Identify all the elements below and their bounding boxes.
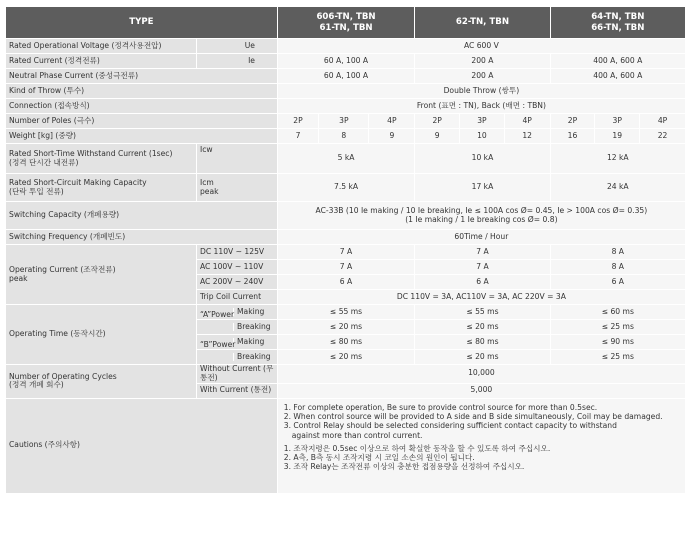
col3-header-line1: 64-TN, TBN (591, 12, 645, 23)
connection-label: Connection (접속방식) (6, 99, 278, 114)
op-current-v2: 7 A (415, 245, 550, 260)
poles-value: 4P (504, 114, 550, 129)
icm-v2: 17 kA (415, 174, 550, 202)
b-making-v3: ≤ 90 ms (550, 335, 685, 350)
neutral-v3: 400 A, 600 A (550, 69, 685, 84)
op-current-v1: 7 A (277, 260, 415, 275)
icm-v1: 7.5 kA (277, 174, 415, 202)
caution-ko-1: 1. 조작지령은 0.5sec 이상으로 하여 확실한 동작을 할 수 있도록 하여 주십시오. (283, 443, 551, 453)
current-symbol: Ie (248, 55, 255, 65)
col1-header-line2: 61-TN, TBN (319, 22, 373, 33)
header-row (6, 7, 686, 39)
icm-symbol-b: peak (199, 186, 219, 196)
current-label (6, 54, 255, 69)
icm-symbol (196, 174, 277, 202)
b-making-v2: ≤ 80 ms (415, 335, 550, 350)
row-op-time-a-making (6, 305, 686, 320)
op-current-v3: 8 A (550, 260, 685, 275)
a-making-v2: ≤ 55 ms (415, 305, 550, 320)
op-current-v2: 7 A (415, 260, 550, 275)
cautions-label: Cautions (주의사항) (6, 398, 278, 493)
b-breaking-v3: ≤ 25 ms (550, 350, 685, 365)
weight-value: 9 (415, 129, 460, 144)
col1-header (277, 7, 415, 39)
making-label: Making (233, 338, 277, 347)
voltage-label-text: Rated Operational Voltage (정격사용전압) (9, 40, 162, 50)
weight-value: 8 (319, 129, 369, 144)
voltage-value: AC 600 V (277, 39, 685, 54)
op-current-v3: 8 A (550, 245, 685, 260)
caution-en-1: 1. For complete operation, Be sure to provide control source for more than 0.5sec. (283, 402, 598, 412)
operating-current-label (6, 245, 197, 305)
col3-header (550, 7, 685, 39)
col2-header: 62-TN, TBN (415, 7, 550, 39)
poles-value: 2P (550, 114, 595, 129)
icw-v1: 5 kA (277, 144, 415, 174)
breaking-label: Breaking (233, 353, 277, 362)
weight-value: 19 (595, 129, 640, 144)
with-current-value: 5,000 (277, 383, 685, 398)
row-cautions (6, 398, 686, 493)
poles-value: 2P (415, 114, 460, 129)
poles-value: 2P (277, 114, 318, 129)
a-breaking-v3: ≤ 25 ms (550, 320, 685, 335)
cycles-label-en: Number of Operating Cycles (9, 371, 117, 381)
voltage-symbol: Ue (244, 40, 255, 50)
col3-header-line2: 66-TN, TBN (591, 22, 645, 33)
icw-label-en: Rated Short-Time Withstand Current (1sec) (9, 148, 173, 158)
cautions-text (277, 398, 685, 493)
a-breaking-v2: ≤ 20 ms (415, 320, 550, 335)
row-throw (6, 84, 686, 99)
icm-v3: 24 kA (550, 174, 685, 202)
current-v2: 200 A (415, 54, 550, 69)
row-weight (6, 129, 686, 144)
operating-current-label-en: Operating Current (조작전류) (9, 264, 116, 274)
neutral-v2: 200 A (415, 69, 550, 84)
a-power-label: “A”Power (199, 310, 235, 319)
neutral-label: Neutral Phase Current (중성극전류) (6, 69, 278, 84)
voltage-symbol-cell (196, 39, 277, 54)
a-breaking-v1: ≤ 20 ms (277, 320, 415, 335)
operating-current-label-peak: peak (9, 273, 28, 283)
with-current-label: With Current (통전) (196, 383, 277, 398)
throw-label: Kind of Throw (투수) (6, 84, 278, 99)
b-making-v1: ≤ 80 ms (277, 335, 415, 350)
cycles-label (6, 365, 197, 399)
weight-value: 16 (550, 129, 595, 144)
poles-label: Number of Poles (극수) (6, 114, 278, 129)
making-label: Making (233, 308, 277, 317)
poles-value: 3P (595, 114, 640, 129)
type-header: TYPE (6, 7, 278, 39)
poles-value: 4P (369, 114, 415, 129)
row-icm (6, 174, 686, 202)
caution-en-2: 2. When control source will be provided to A side and B side simultaneously, Coil may be damaged. (283, 412, 663, 422)
row-connection (6, 99, 686, 114)
poles-value: 3P (319, 114, 369, 129)
op-current-v3: 6 A (550, 275, 685, 290)
b-breaking-v2: ≤ 20 ms (415, 350, 550, 365)
caution-ko-3: 3. 조작 Relay는 조작전류 이상의 충분한 접점용량을 선정하여 주십시오. (283, 462, 525, 472)
row-switching-frequency (6, 230, 686, 245)
caution-ko-2: 2. A측, B측 동시 조작지령 시 코일 소손의 원인이 됩니다. (283, 453, 475, 463)
icm-label-en: Rated Short-Circuit Making Capacity (9, 177, 147, 187)
cycles-label-ko: (정격 개폐 회수) (9, 380, 64, 390)
weight-value: 22 (640, 129, 686, 144)
voltage-label (6, 39, 255, 54)
weight-value: 10 (460, 129, 505, 144)
trip-coil-label: Trip Coil Current (196, 290, 277, 305)
caution-en-3: 3. Control Relay should be selected considering sufficient contact capacity to withstand (283, 421, 617, 431)
icw-symbol: Icw (196, 144, 277, 174)
icm-label (6, 174, 197, 202)
operating-time-label: Operating Time (동작시간) (6, 305, 197, 365)
throw-value: Double Throw (쌍투) (277, 84, 685, 99)
without-current-label: Without Current (무통전) (196, 365, 277, 384)
without-current-value: 10,000 (277, 365, 685, 384)
op-current-sub-label: AC 100V ~ 110V (196, 260, 277, 275)
breaking-label: Breaking (233, 323, 277, 332)
row-poles (6, 114, 686, 129)
row-current (6, 54, 686, 69)
row-cycles-without (6, 365, 686, 384)
caution-en-4: against more than control current. (291, 430, 423, 440)
weight-value: 9 (369, 129, 415, 144)
a-making-v1: ≤ 55 ms (277, 305, 415, 320)
col1-header-line1: 606-TN, TBN (316, 12, 376, 23)
op-current-sub-label: DC 110V ~ 125V (196, 245, 277, 260)
current-v3: 400 A, 600 A (550, 54, 685, 69)
row-icw (6, 144, 686, 174)
spec-table (5, 6, 686, 494)
connection-value: Front (표면 : TN), Back (배면 : TBN) (277, 99, 685, 114)
current-label-text: Rated Current (정격전류) (9, 55, 100, 65)
switching-frequency-value: 60Time / Hour (277, 230, 685, 245)
current-symbol-cell (196, 54, 277, 69)
neutral-v1: 60 A, 100 A (277, 69, 415, 84)
row-neutral (6, 69, 686, 84)
op-current-sub-label: AC 200V ~ 240V (196, 275, 277, 290)
icw-label (6, 144, 197, 174)
switching-capacity-line1: AC-33B (10 Ie making / 10 Ie breaking, Ie ≤ 100A cos Ø= 0.45, Ie > 100A cos Ø= 0.35) (315, 205, 648, 215)
weight-label: Weight [kg] (중량) (6, 129, 278, 144)
switching-capacity-label: Switching Capacity (개폐용량) (6, 202, 278, 230)
row-switching-capacity (6, 202, 686, 230)
icw-v2: 10 kA (415, 144, 550, 174)
b-breaking-v1: ≤ 20 ms (277, 350, 415, 365)
trip-coil-value: DC 110V = 3A, AC110V = 3A, AC 220V = 3A (277, 290, 685, 305)
current-v1: 60 A, 100 A (277, 54, 415, 69)
b-power-label: “B”Power (199, 340, 236, 349)
poles-value: 3P (460, 114, 505, 129)
icw-label-ko: (정격 단시간 내전류) (9, 157, 79, 167)
poles-value: 4P (640, 114, 686, 129)
weight-value: 7 (277, 129, 318, 144)
weight-value: 12 (504, 129, 550, 144)
op-current-v1: 6 A (277, 275, 415, 290)
switching-capacity-line2: (1 Ie making / 1 Ie breaking cos Ø= 0.8) (405, 214, 558, 224)
switching-capacity-value (277, 202, 685, 230)
icm-symbol-a: Icm (199, 177, 214, 187)
icm-label-ko: (단락 투입 전류) (9, 186, 64, 196)
op-current-v1: 7 A (277, 245, 415, 260)
op-current-v2: 6 A (415, 275, 550, 290)
switching-frequency-label: Switching Frequency (개폐빈도) (6, 230, 278, 245)
a-making-v3: ≤ 60 ms (550, 305, 685, 320)
icw-v3: 12 kA (550, 144, 685, 174)
row-op-current-1 (6, 245, 686, 260)
row-voltage (6, 39, 686, 54)
